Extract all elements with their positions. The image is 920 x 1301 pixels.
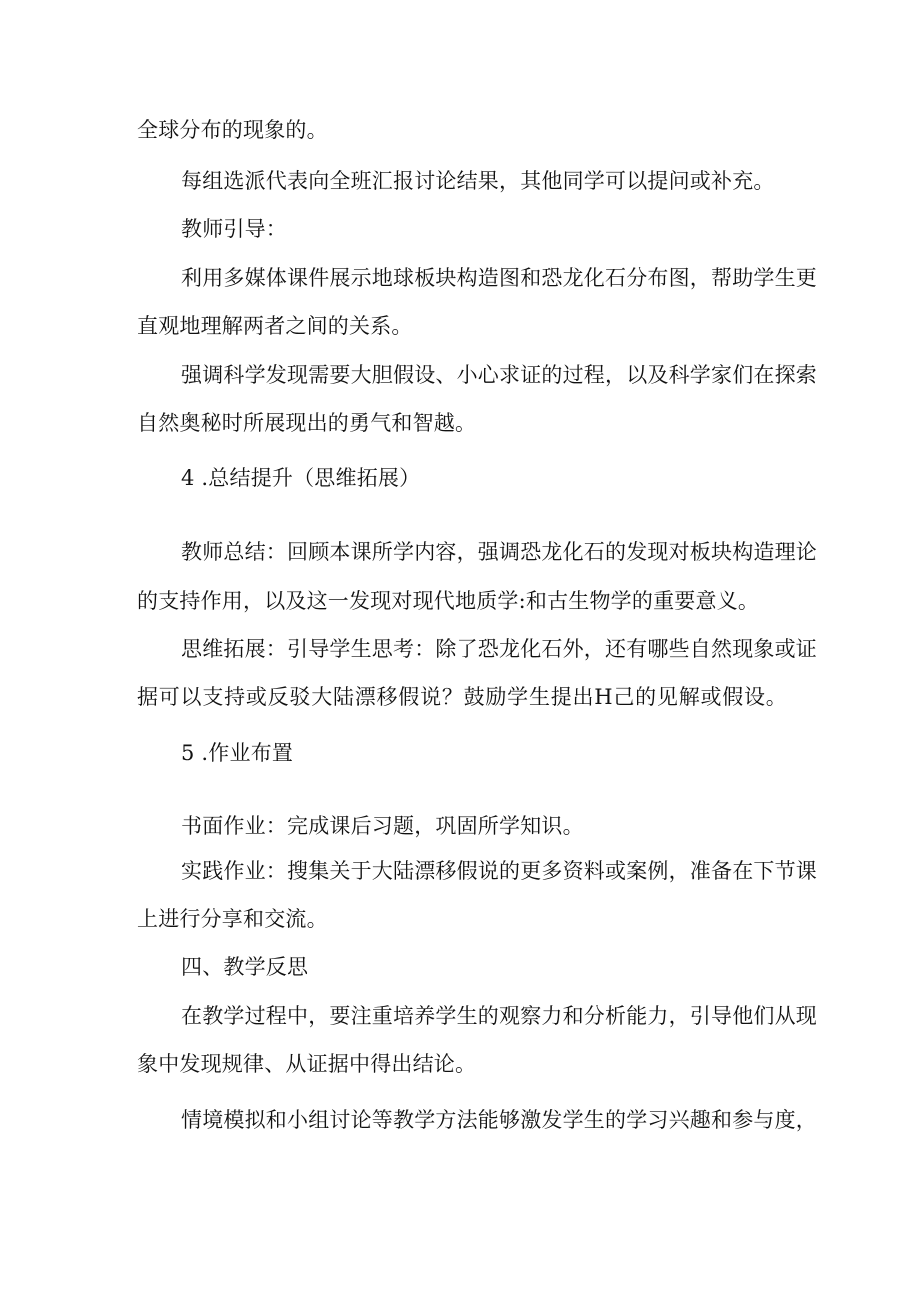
paragraph-line: 全球分布的现象的。 <box>137 118 328 142</box>
paragraph-line: 在教学过程中，要注重培养学生的观察力和分析能力，引导他们从现 <box>181 1004 817 1028</box>
section-heading: 四、教学反思 <box>181 955 309 979</box>
paragraph-line: 的支持作用，以及这一发现对现代地质学:和古生物学的重要意义。 <box>137 589 760 613</box>
paragraph-line: 情境模拟和小组讨论等教学方法能够激发学生的学习兴趣和参与度， <box>181 1108 817 1132</box>
paragraph-line: 利用多媒体课件展示地球板块构造图和恐龙化石分布图，帮助学生更 <box>181 266 817 290</box>
paragraph-line: 教师总结：回顾本课所学内容，强调恐龙化石的发现对板块构造理论 <box>181 540 817 564</box>
paragraph-line: 书面作业：完成课后习题，巩固所学知识。 <box>181 814 584 838</box>
section-label: 教师引导： <box>181 217 287 241</box>
paragraph-line: 象中发现规律、从证据中得出结论。 <box>137 1052 477 1076</box>
paragraph-line: 据可以支持或反驳大陆漂移假说？鼓励学生提出H己的见解或假设。 <box>137 685 787 709</box>
section-heading: 5 .作业布置 <box>181 741 294 765</box>
paragraph-line: 自然奥秘时所展现出的勇气和智越。 <box>137 411 477 435</box>
section-heading: 4 .总结提升（思维拓展） <box>181 466 421 490</box>
paragraph-line: 强调科学发现需要大胆假设、小心求证的过程，以及科学家们在探索 <box>181 363 817 387</box>
paragraph-line: 上进行分享和交流。 <box>137 907 328 931</box>
paragraph-line: 直观地理解两者之间的关系。 <box>137 314 413 338</box>
paragraph-line: 思维拓展：引导学生思考：除了恐龙化石外，还有哪些自然现象或证 <box>181 637 817 661</box>
paragraph-line: 实践作业：搜集关于大陆漂移假说的更多资料或案例，准备在下节课 <box>181 859 817 883</box>
paragraph-line: 每组选派代表向全班汇报讨论结果，其他同学可以提问或补充。 <box>181 169 775 193</box>
